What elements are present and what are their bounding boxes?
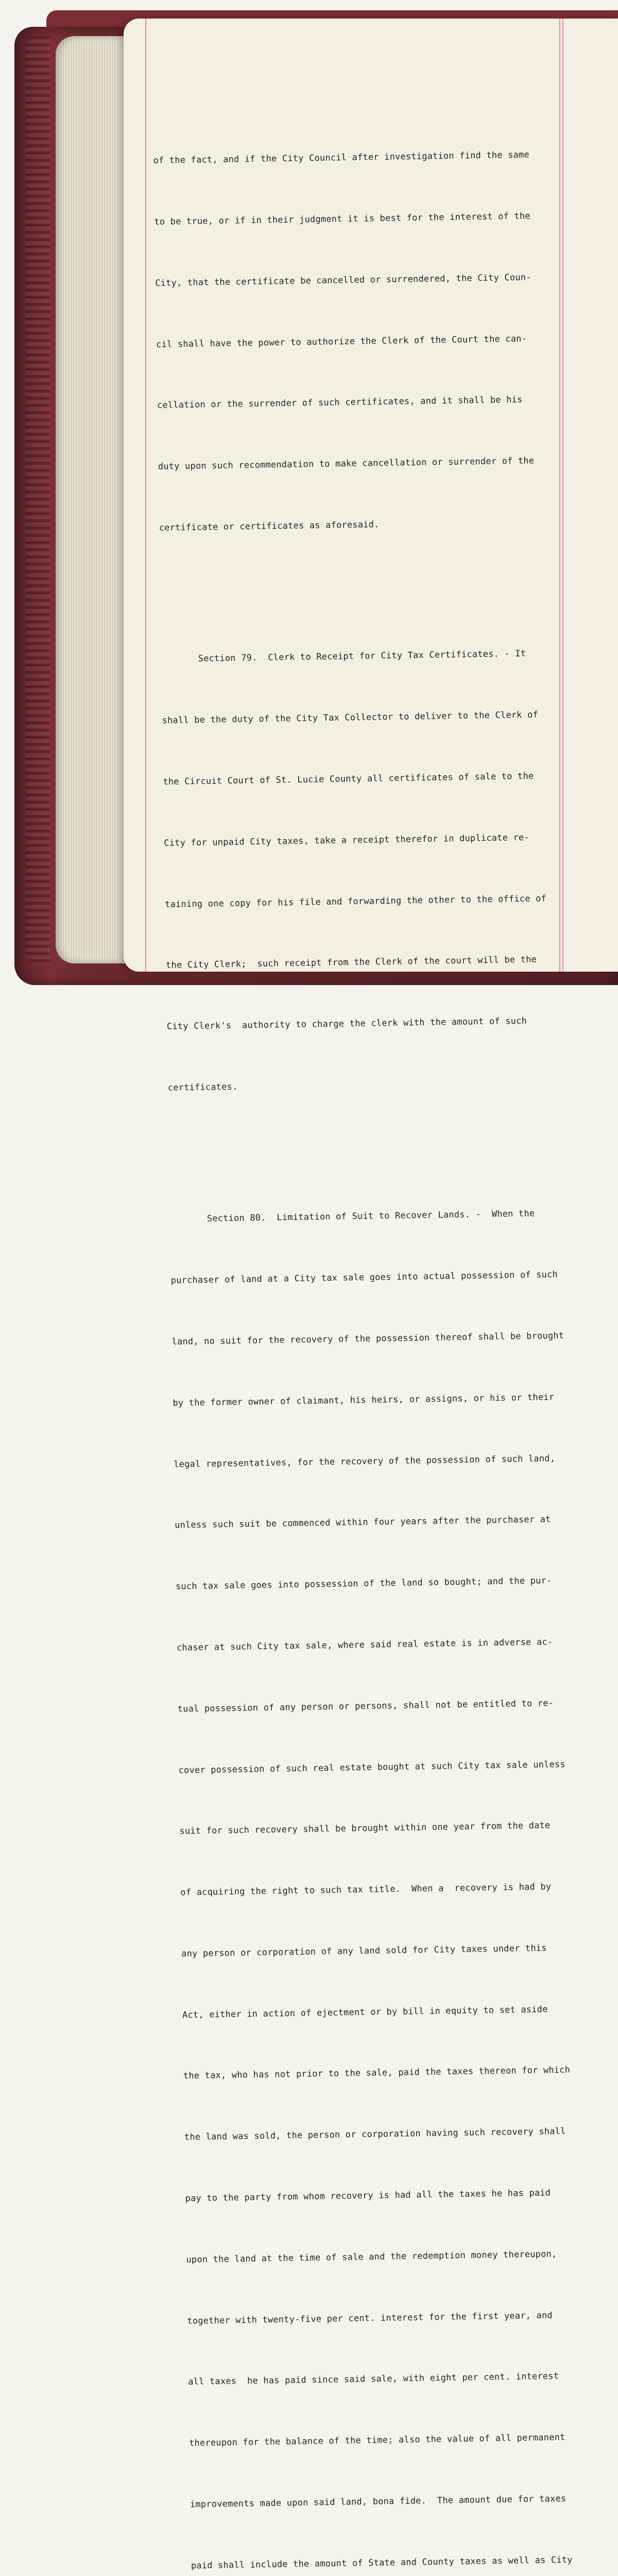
text-line: City Clerk's authority to charge the clerk with the amount of such	[166, 1015, 527, 1032]
text-line: the Circuit Court of St. Lucie County all certificates of sale to the	[163, 771, 534, 787]
text-line: any person or corporation of any land sold for City taxes under this	[181, 1943, 547, 1959]
text-line: City for unpaid City taxes, take a receipt therefor in duplicate re-	[164, 832, 529, 849]
text-line: Act, either in action of ejectment or by bill in equity to set aside	[182, 2004, 548, 2021]
text-line: cellation or the surrender of such certificates, and it shall be his	[157, 395, 523, 411]
text-line: by the former owner of claimant, his heirs, or assigns, or his or their	[173, 1392, 555, 1409]
text-line: paid shall include the amount of State and County taxes as well as City	[191, 2554, 573, 2571]
text-line: purchaser of land at a City tax sale goes into actual possession of such	[170, 1269, 558, 1286]
section-80-heading: Section 80. Limitation of Suit to Recover Lands. - When the	[207, 1209, 535, 1225]
text-line: the tax, who has not prior to the sale, paid the taxes thereon for which	[183, 2065, 571, 2081]
text-line: certificates.	[167, 1081, 238, 1093]
text-line: the City Clerk; such receipt from the Clerk of the court will be the	[165, 954, 537, 971]
text-line: upon the land at the time of sale and the redemption money thereupon,	[186, 2248, 557, 2265]
text-line: all taxes he has paid since said sale, with eight per cent. interest	[188, 2371, 559, 2387]
text-line: legal representatives, for the recovery of the possession of such land,	[174, 1453, 556, 1470]
text-line: suit for such recovery shall be brought within one year from the date	[179, 1820, 551, 1837]
text-line: certificate or certificates as aforesaid.	[159, 519, 380, 533]
text-line: unless such suit be commenced within four years after the purchaser at	[174, 1514, 551, 1531]
text-line: improvements made upon said land, bona fide. The amount due for taxes	[190, 2493, 566, 2510]
text-line: such tax sale goes into possession of the land so bought; and the pur-	[175, 1575, 552, 1592]
text-line: cover possession of such real estate bought at such City tax sale unless	[178, 1759, 565, 1776]
text-line: together with twenty-five per cent. interest for the first year, and	[187, 2310, 553, 2327]
text-line: the land was sold, the person or corporation having such recovery shall	[184, 2126, 566, 2143]
text-line: pay to the party from whom recovery is had all the taxes he has paid	[185, 2188, 551, 2204]
text-line: tual possession of any person or persons, shall not be entitled to re-	[177, 1698, 554, 1715]
left-margin-rule	[145, 19, 146, 972]
text-line: land, no suit for the recovery of the possession thereof shall be brought	[171, 1330, 564, 1347]
text-line: of the fact, and if the City Council after investigation find the same	[153, 149, 530, 166]
text-line: chaser at such City tax sale, where said real estate is in adverse ac-	[176, 1637, 553, 1653]
typewritten-text	[152, 104, 615, 2576]
book-spine-ridges	[26, 36, 50, 963]
text-line: taining one copy for his file and forwarding the other to the office of	[165, 893, 547, 910]
text-line: shall be the duty of the City Tax Collector to deliver to the Clerk of	[162, 709, 539, 726]
text-line: duty upon such recommendation to make cancellation or surrender of the	[158, 455, 535, 472]
text-line: of acquiring the right to such tax title. When a recovery is had by	[180, 1882, 552, 1898]
section-79-heading: Section 79. Clerk to Receipt for City Tax Certificates. - It	[198, 649, 526, 665]
text-line: cil shall have the power to authorize the Clerk of the Court the can-	[156, 333, 527, 350]
text-line: to be true, or if in their judgment it is best for the interest of the	[154, 211, 530, 227]
text-line: City, that the certificate be cancelled or surrendered, the City Coun-	[155, 272, 531, 289]
ledger-page	[124, 19, 618, 2571]
text-line: thereupon for the balance of the time; also the value of all permanent	[188, 2432, 565, 2449]
